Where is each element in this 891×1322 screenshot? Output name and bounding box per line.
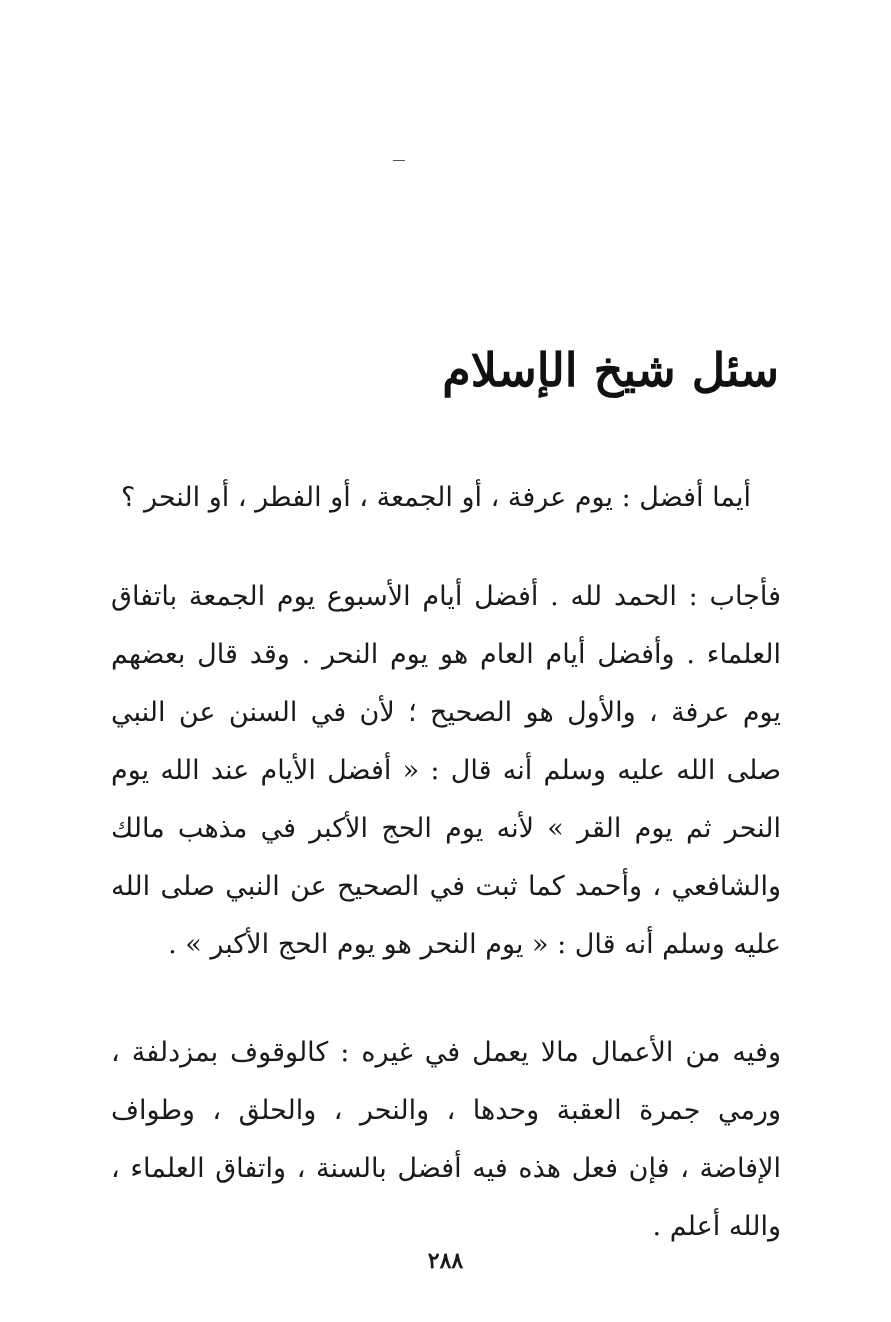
second-paragraph: وفيه من الأعمال مالا يعمل في غيره : كالوقوف بمزدلفة ، ورمي جمرة العقبة وحدها ، والنحر ، والحلق ، وطواف الإفاضة ، فإن فعل هذه فيه أفضل بالسنة ، واتفاق العلماء ، والله أعلم . bbox=[111, 1037, 781, 1242]
page-heading: سئل شيخ الإسلام bbox=[442, 343, 779, 397]
page-number: ٢٨٨ bbox=[427, 1248, 464, 1274]
answer-paragraph: فأجاب : الحمد لله . أفضل أيام الأسبوع يوم الجمعة باتفاق العلماء . وأفضل أيام العام هو يوم النحر . وقد قال بعضهم يوم عرفة ، والأول هو الصحيح ؛ لأن في السنن عن النبي صلى الله عليه وسلم أنه قال : « أفضل الأيام عند الله يوم النحر ثم يوم القر » لأنه يوم الحج الأكبر في مذهب مالك والشافعي ، وأحمد كما ثبت في الصحيح عن النبي صلى الله عليه وسلم أنه قال : « يوم النحر هو يوم الحج الأكبر » . bbox=[111, 581, 781, 960]
question-text: أيما أفضل : يوم عرفة ، أو الجمعة ، أو الفطر ، أو النحر ؟ bbox=[121, 482, 751, 513]
scan-mark bbox=[393, 160, 405, 161]
